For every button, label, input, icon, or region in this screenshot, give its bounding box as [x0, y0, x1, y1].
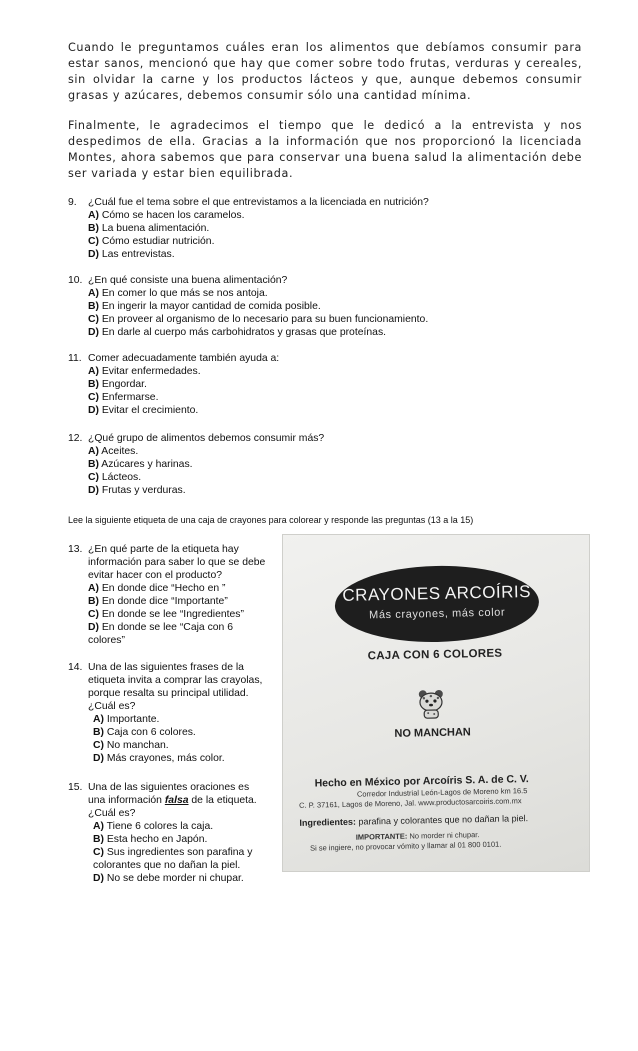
option-b: B) Caja con 6 colores.: [93, 727, 196, 738]
option-b: B) En ingerir la mayor cantidad de comida posible.: [88, 301, 321, 312]
question-number: 10.: [68, 275, 83, 286]
paragraph-intro: Cuando le preguntamos cuáles eran los alimentos que debíamos consumir para estar sanos, mencionó que hay que comer sobre todo frutas, verduras y cereales, sin olvidar la carne y los productos lácteos y que, aunque debemos consumir grasas y azúcares, debemos consumir sólo una cantidad mínima.: [68, 41, 582, 102]
question-number: 15.: [68, 782, 83, 793]
question-12: [68, 432, 588, 497]
option-b: B) Azúcares y harinas.: [88, 459, 193, 470]
made-in-text: Hecho en México por Arcoíris S. A. de C. V.: [314, 773, 529, 790]
question-14: [68, 661, 268, 765]
question-number: 12.: [68, 433, 83, 444]
option-d: D) Las entrevistas.: [88, 249, 175, 260]
option-a: A) Aceites.: [88, 446, 139, 457]
option-d: D) Más crayones, más color.: [93, 753, 225, 764]
option-b: B) La buena alimentación.: [88, 223, 210, 234]
address-line-2: C. P. 37161, Lagos de Moreno, Jal. www.productosarcoiris.com.mx: [299, 796, 522, 810]
question-10: [68, 274, 588, 339]
option-c: C) En proveer al organismo de lo necesario para su buen funcionamiento.: [88, 314, 429, 325]
option-b: B) Engordar.: [88, 379, 147, 390]
option-a: A) Importante.: [93, 714, 160, 725]
option-c: C) Cómo estudiar nutrición.: [88, 236, 215, 247]
option-b: B) Esta hecho en Japón.: [93, 834, 208, 845]
option-a: A) En donde dice “Hecho en ”: [88, 583, 226, 594]
question-number: 11.: [68, 353, 82, 364]
option-a: A) Tiene 6 colores la caja.: [93, 821, 214, 832]
brand-oval: [334, 564, 540, 644]
ingredients-line: Ingredientes: parafina y colorantes que no dañan la piel.: [299, 813, 529, 828]
question-number: 13.: [68, 544, 83, 555]
option-c: C) No manchan.: [93, 740, 169, 751]
question-stem: ¿Cuál fue el tema sobre el que entrevistamos a la licenciada en nutrición?: [88, 197, 429, 208]
option-a: A) En comer lo que más se nos antoja.: [88, 288, 268, 299]
option-d: D) Evitar el crecimiento.: [88, 405, 199, 416]
brand-name: CRAYONES ARCOÍRIS: [342, 581, 532, 605]
question-stem: Comer adecuadamente también ayuda a:: [88, 353, 280, 364]
option-d: D) No se debe morder ni chupar.: [93, 873, 244, 884]
paragraph-closing: Finalmente, le agradecimos el tiempo que le dedicó a la entrevista y nos despedimos de ella. Gracias a la información que nos proporcionó la licenciada Montes, ahora sabemos que para conservar una buena salud la alimentación debe ser variada y estar bien equilibrada.: [68, 119, 582, 180]
address-line-1: Corredor Industrial León-Lagos de Moreno km 16.5: [356, 786, 528, 799]
question-number: 9.: [68, 197, 77, 208]
question-stem: ¿En qué parte de la etiqueta hay información para saber lo que se debe evitar hacer con el producto?: [88, 544, 266, 581]
option-d: D) En donde se lee “Caja con 6 colores”: [88, 622, 233, 646]
option-c: C) Enfermarse.: [88, 392, 159, 403]
important-line: IMPORTANTE: No morder ni chupar.: [355, 830, 480, 842]
crayon-label-photo: [282, 534, 590, 872]
option-a: A) Evitar enfermedades.: [88, 366, 201, 377]
no-manchan-text: NO MANCHAN: [394, 726, 471, 740]
question-9: [68, 196, 588, 261]
question-stem: ¿En qué consiste una buena alimentación?: [88, 275, 288, 286]
leopard-icon: [413, 685, 450, 722]
question-15: [68, 781, 268, 885]
question-stem: Una de las siguientes frases de la etiqueta invita a comprar las crayolas, porque resalta su principal utilidad. ¿Cuál es?: [88, 662, 263, 712]
box-title: CAJA CON 6 COLORES: [367, 647, 503, 663]
option-c: C) Lácteos.: [88, 472, 142, 483]
question-stem: ¿Qué grupo de alimentos debemos consumir más?: [88, 433, 325, 444]
question-number: 14.: [68, 662, 83, 673]
option-b: B) En donde dice “Importante”: [88, 596, 228, 607]
option-a: A) Cómo se hacen los caramelos.: [88, 210, 245, 221]
emphasis-falsa: falsa: [164, 795, 189, 806]
option-c: C) Sus ingredientes son parafina y colorantes que no dañan la piel.: [93, 847, 253, 871]
option-d: D) En darle al cuerpo más carbohidratos y grasas que proteínas.: [88, 327, 387, 338]
option-c: C) En donde se lee “Ingredientes”: [88, 609, 244, 620]
warning-line: Si se ingiere, no provocar vómito y llamar al 01 800 0101.: [309, 839, 502, 853]
brand-slogan: Más crayones, más color: [368, 606, 506, 622]
question-13: [68, 543, 268, 647]
label-instruction: Lee la siguiente etiqueta de una caja de crayones para colorear y responde las preguntas (13 a la 15): [68, 515, 474, 525]
question-stem: Una de las siguientes oraciones es una información falsa de la etiqueta. ¿Cuál es?: [88, 782, 257, 819]
option-d: D) Frutas y verduras.: [88, 485, 186, 496]
question-11: [68, 352, 588, 417]
